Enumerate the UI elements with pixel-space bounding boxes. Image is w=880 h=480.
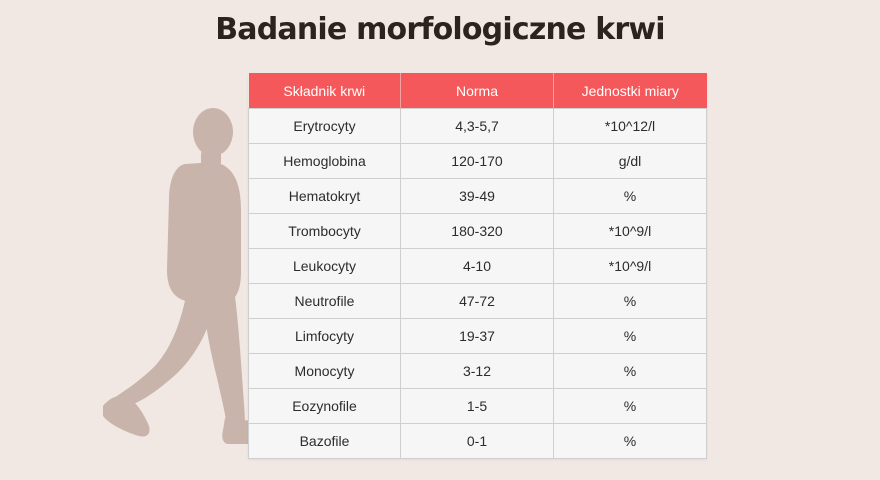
component-cell: Eozynofile bbox=[249, 389, 401, 424]
table-header-row bbox=[249, 73, 707, 109]
norm-cell: 1-5 bbox=[401, 389, 554, 424]
table-row bbox=[249, 109, 707, 144]
component-cell: Bazofile bbox=[249, 424, 401, 459]
component-cell: Limfocyty bbox=[249, 319, 401, 354]
norm-cell: 3-12 bbox=[401, 354, 554, 389]
table-row bbox=[249, 249, 707, 284]
norm-cell: 4,3-5,7 bbox=[401, 109, 554, 144]
component-cell: Leukocyty bbox=[249, 249, 401, 284]
unit-cell: % bbox=[554, 389, 707, 424]
unit-cell: % bbox=[554, 284, 707, 319]
page-title: Badanie morfologiczne krwi bbox=[215, 12, 665, 47]
table-row bbox=[249, 284, 707, 319]
table-row bbox=[249, 389, 707, 424]
unit-cell: *10^9/l bbox=[554, 214, 707, 249]
unit-cell: % bbox=[554, 179, 707, 214]
unit-cell: % bbox=[554, 319, 707, 354]
unit-cell: % bbox=[554, 354, 707, 389]
table-row bbox=[249, 319, 707, 354]
unit-cell: *10^9/l bbox=[554, 249, 707, 284]
norm-cell: 180-320 bbox=[401, 214, 554, 249]
component-cell: Hemoglobina bbox=[249, 144, 401, 179]
norm-cell: 39-49 bbox=[401, 179, 554, 214]
norm-cell: 4-10 bbox=[401, 249, 554, 284]
table-row bbox=[249, 179, 707, 214]
component-cell: Neutrofile bbox=[249, 284, 401, 319]
component-cell: Hematokryt bbox=[249, 179, 401, 214]
column-header-component: Składnik krwi bbox=[249, 73, 401, 109]
blood-morphology-table bbox=[248, 73, 707, 459]
unit-cell: *10^12/l bbox=[554, 109, 707, 144]
unit-cell: % bbox=[554, 424, 707, 459]
unit-cell: g/dl bbox=[554, 144, 707, 179]
blood-morphology-table-container bbox=[248, 73, 706, 459]
norm-cell: 120-170 bbox=[401, 144, 554, 179]
column-header-units: Jednostki miary bbox=[554, 73, 707, 109]
component-cell: Monocyty bbox=[249, 354, 401, 389]
table-row bbox=[249, 424, 707, 459]
norm-cell: 19-37 bbox=[401, 319, 554, 354]
table-row bbox=[249, 354, 707, 389]
norm-cell: 47-72 bbox=[401, 284, 554, 319]
table-row bbox=[249, 144, 707, 179]
table-row bbox=[249, 214, 707, 249]
component-cell: Erytrocyty bbox=[249, 109, 401, 144]
column-header-norm: Norma bbox=[401, 73, 554, 109]
norm-cell: 0-1 bbox=[401, 424, 554, 459]
component-cell: Trombocyty bbox=[249, 214, 401, 249]
